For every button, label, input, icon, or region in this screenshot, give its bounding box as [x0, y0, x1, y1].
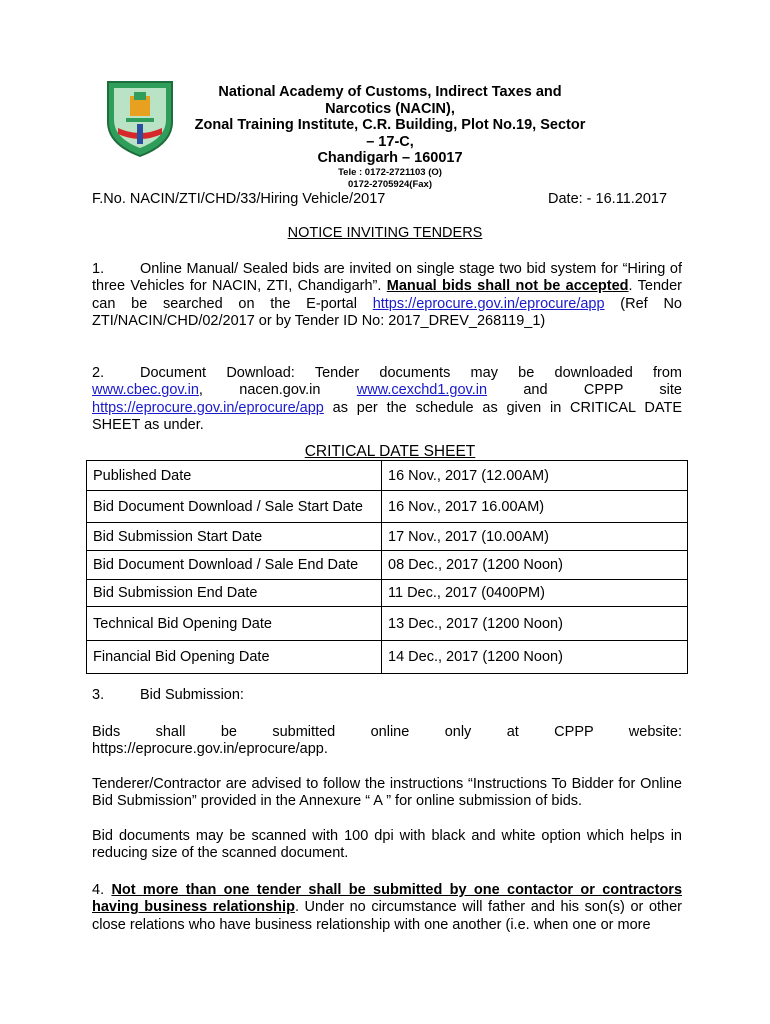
row-value: 14 Dec., 2017 (1200 Noon) [382, 641, 688, 674]
table-row [87, 461, 688, 491]
table-row [87, 523, 688, 551]
para2-text-c: and CPPP site [487, 382, 682, 399]
row-value: 16 Nov., 2017 (12.00AM) [382, 461, 688, 491]
one-tender-rule: Not more than one tender shall be submitted by one contactor or contractors having business relationship [92, 882, 683, 916]
cppp-url-text: https://eprocure.gov.in/eprocure/app. [92, 741, 328, 757]
cbec-link[interactable]: www.cbec.gov.in [92, 382, 199, 399]
row-value: 13 Dec., 2017 (1200 Noon) [382, 607, 688, 641]
row-label: Financial Bid Opening Date [87, 641, 382, 674]
table-row [87, 491, 688, 523]
row-label: Bid Submission Start Date [87, 523, 382, 551]
bid-submission-line: Bids shall be submitted online only at CPPP website: [92, 724, 682, 740]
row-label: Bid Document Download / Sale End Date [87, 551, 382, 580]
row-value: 11 Dec., 2017 (0400PM) [382, 580, 688, 607]
para1-text-c: (Ref No ZTI/NACIN/CHD/02/2017 or by Tender ID No: 2017_DREV_268119_1) [92, 295, 682, 329]
paragraph-number: 3. [92, 687, 105, 703]
table-row [87, 580, 688, 607]
paragraph-number: 4. [92, 882, 105, 898]
header-institution-name: National Academy of Customs, Indirect Taxes and Narcotics (NACIN), [218, 84, 562, 117]
header-fax: 0172-2705924(Fax) [348, 178, 432, 190]
cppp-link[interactable]: https://eprocure.gov.in/eprocure/app [92, 399, 324, 416]
paragraph-number: 2. [92, 365, 105, 381]
eprocure-link[interactable]: https://eprocure.gov.in/eprocure/app [372, 295, 605, 312]
scan-paragraph: Bid documents may be scanned with 100 dpi with black and white option which helps in reducing size of the scanned document. [92, 828, 682, 862]
para1-text-b: . Tender can be searched on the E-portal [92, 278, 682, 312]
para1-text: Online Manual/ Sealed bids are invited on single stage two bid system for “Hiring of three Vehicles for NACIN, ZTI, Chandigarh”. [92, 261, 682, 295]
bid-submission-heading: Bid Submission: [140, 687, 244, 703]
notice-title: NOTICE INVITING TENDERS [287, 225, 483, 241]
table-row [87, 641, 688, 674]
paragraph-1 [92, 261, 682, 330]
nacin-emblem-logo [104, 78, 176, 158]
row-label: Published Date [87, 461, 382, 491]
row-label: Bid Document Download / Sale Start Date [87, 491, 382, 523]
critical-date-sheet-title: CRITICAL DATE SHEET [304, 443, 476, 460]
letterhead [190, 84, 590, 191]
para2-text-d: as per the schedule as given in CRITICAL DATE SHEET as under. [92, 399, 682, 433]
notice-date: Date: - 16.11.2017 [548, 191, 668, 207]
table-row [87, 551, 688, 580]
file-number: F.No. NACIN/ZTI/CHD/33/Hiring Vehicle/2017 [92, 191, 386, 207]
row-value: 08 Dec., 2017 (1200 Noon) [382, 551, 688, 580]
header-telephone: Tele : 0172-2721103 (O) [338, 166, 442, 178]
row-label: Bid Submission End Date [87, 580, 382, 607]
paragraph-2 [92, 365, 682, 434]
critical-date-table [86, 460, 688, 674]
para2-text: Document Download: Tender documents may be downloaded from [140, 365, 682, 381]
row-label: Technical Bid Opening Date [87, 607, 382, 641]
paragraph-4 [92, 882, 682, 934]
para4-text: . Under no circumstance will father and his son(s) or other close relations who have business relationship with one another (i.e. when one or more [92, 899, 682, 933]
para2-text-b: , nacen.gov.in [198, 382, 357, 399]
instructions-paragraph: Tenderer/Contractor are advised to follow the instructions “Instructions To Bidder for Online Bid Submission” provided in the Annexure “ A ” for online submission of bids. [92, 776, 682, 810]
row-value: 16 Nov., 2017 16.00AM) [382, 491, 688, 523]
manual-bids-statement: Manual bids shall not be accepted [386, 278, 629, 295]
paragraph-number: 1. [92, 261, 105, 277]
paragraph-3-heading [92, 687, 682, 704]
header-address: Zonal Training Institute, C.R. Building, Plot No.19, Sector – 17-C, [194, 117, 586, 150]
table-row [87, 607, 688, 641]
header-city: Chandigarh – 160017 [317, 150, 463, 166]
cexchd1-link[interactable]: www.cexchd1.gov.in [356, 382, 488, 399]
row-value: 17 Nov., 2017 (10.00AM) [382, 523, 688, 551]
